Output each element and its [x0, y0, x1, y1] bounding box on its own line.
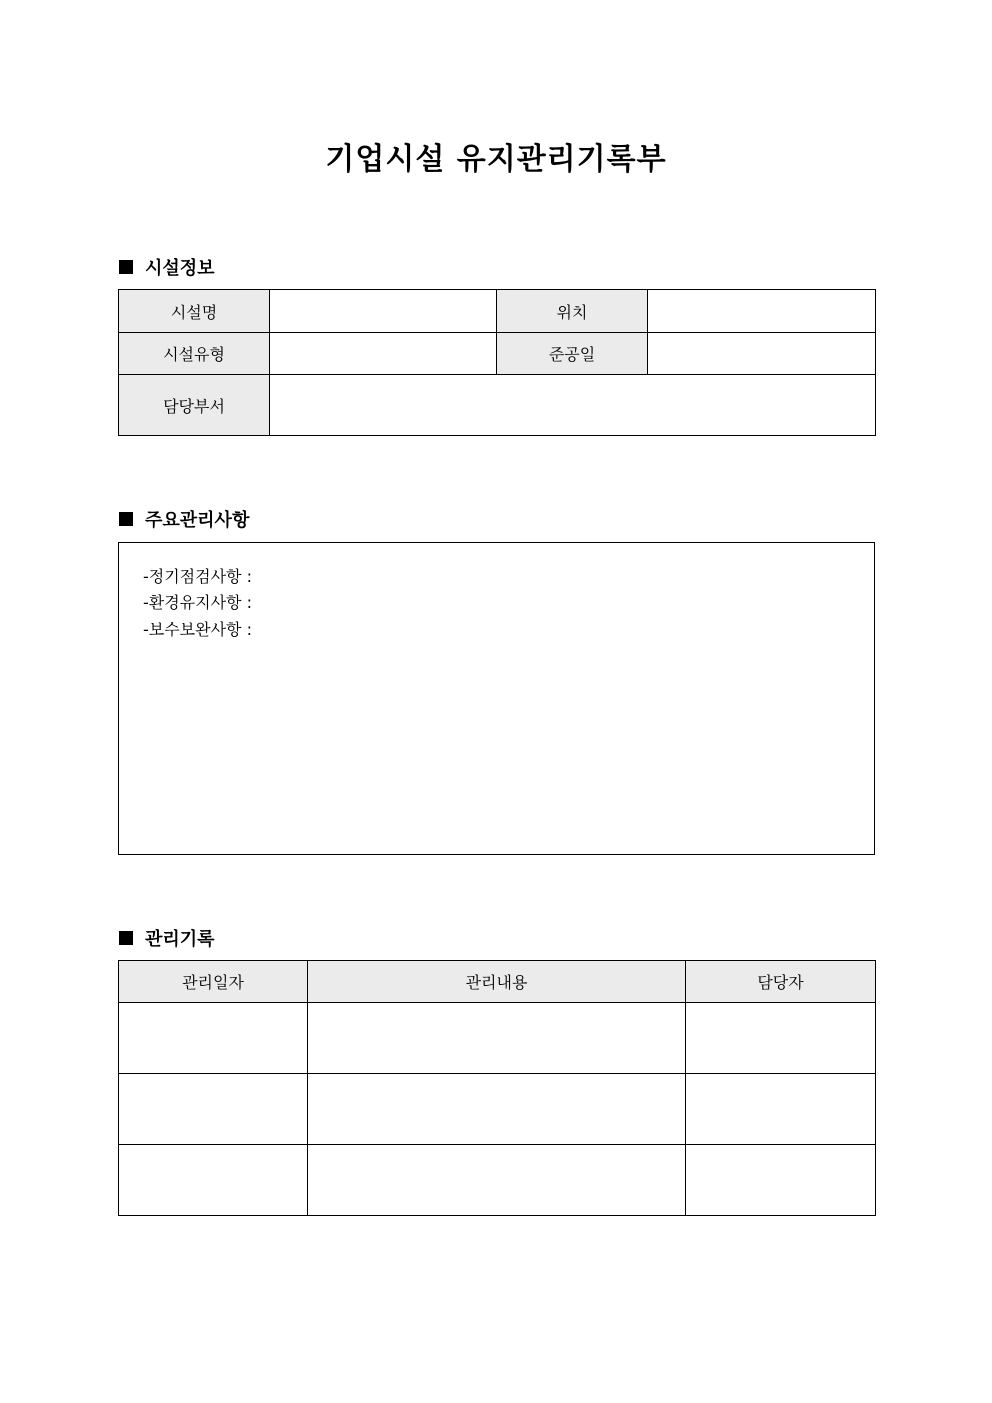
table-row [119, 1145, 876, 1216]
facility-name-value[interactable] [270, 290, 497, 333]
record-manager-cell[interactable] [686, 1145, 876, 1216]
department-label: 담당부서 [119, 375, 270, 436]
column-header-manager: 담당자 [686, 961, 876, 1003]
record-content-cell[interactable] [308, 1145, 686, 1216]
record-date-cell[interactable] [119, 1145, 308, 1216]
management-records-table [118, 960, 876, 1216]
note-line-repair: -보수보완사항 : [143, 620, 252, 639]
note-line-environment: -환경유지사항 : [143, 593, 252, 612]
department-value[interactable] [270, 375, 876, 436]
facility-location-value[interactable] [648, 290, 876, 333]
records-header-row [119, 961, 876, 1003]
table-row [119, 1003, 876, 1074]
record-content-cell[interactable] [308, 1003, 686, 1074]
completion-date-value[interactable] [648, 333, 876, 375]
record-content-cell[interactable] [308, 1074, 686, 1145]
table-row [119, 1074, 876, 1145]
column-header-content: 관리내용 [308, 961, 686, 1003]
facility-row-3 [119, 375, 876, 436]
square-bullet-icon [119, 931, 133, 945]
square-bullet-icon [119, 260, 133, 274]
facility-name-label: 시설명 [119, 290, 270, 333]
square-bullet-icon [119, 512, 133, 526]
record-date-cell[interactable] [119, 1003, 308, 1074]
facility-info-heading-text: 시설정보 [145, 258, 215, 279]
facility-type-value[interactable] [270, 333, 497, 375]
management-items-heading [119, 506, 249, 532]
column-header-date: 관리일자 [119, 961, 308, 1003]
facility-type-label: 시설유형 [119, 333, 270, 375]
record-manager-cell[interactable] [686, 1074, 876, 1145]
completion-date-label: 준공일 [497, 333, 648, 375]
facility-location-label: 위치 [497, 290, 648, 333]
facility-info-heading [119, 254, 215, 280]
management-items-heading-text: 주요관리사항 [145, 510, 250, 531]
note-line-regular-inspection: -정기점검사항 : [143, 567, 252, 586]
facility-row-2 [119, 333, 876, 375]
record-manager-cell[interactable] [686, 1003, 876, 1074]
management-items-box[interactable] [118, 542, 875, 855]
facility-row-1 [119, 290, 876, 333]
record-date-cell[interactable] [119, 1074, 308, 1145]
management-records-heading-text: 관리기록 [145, 929, 215, 950]
management-records-heading [119, 925, 215, 951]
page-title: 기업시설 유지관리기록부 [325, 142, 667, 177]
facility-info-table [118, 289, 876, 436]
